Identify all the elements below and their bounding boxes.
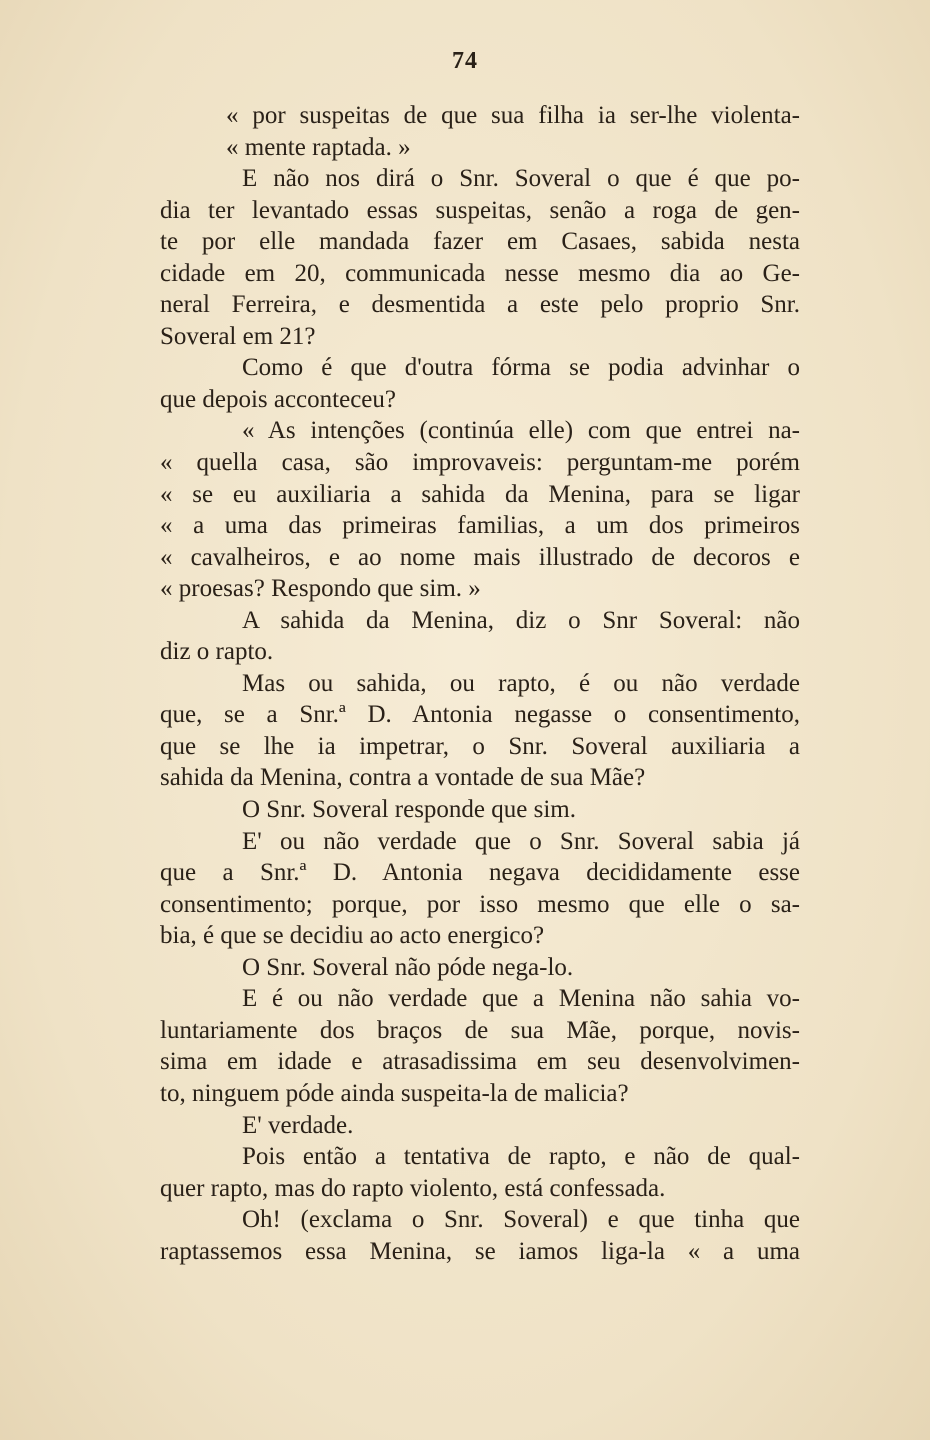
text-line: « se eu auxiliaria a sahida da Menina, para se ligar <box>160 480 800 508</box>
text-line: luntariamente dos braços de sua Mãe, porque, novis- <box>160 1016 800 1044</box>
text-line: A sahida da Menina, diz o Snr Soveral: não <box>242 606 800 634</box>
text-line: quer rapto, mas do rapto violento, está confessada. <box>160 1174 666 1202</box>
text-line: « As intenções (continúa elle) com que entrei na- <box>242 417 800 445</box>
text-line: que se lhe ia impetrar, o Snr. Soveral auxiliaria a <box>160 732 800 760</box>
text-line: O Snr. Soveral não póde nega-lo. <box>242 953 574 981</box>
text-line: Oh! (exclama o Snr. Soveral) e que tinha que <box>242 1206 800 1234</box>
text-line: Pois então a tentativa de rapto, e não de qual- <box>242 1143 800 1171</box>
text-line: dia ter levantado essas suspeitas, senão a roga de gen- <box>160 196 800 224</box>
text-line: O Snr. Soveral responde que sim. <box>242 796 576 824</box>
text-line: to, ninguem póde ainda suspeita-la de malicia? <box>160 1079 629 1107</box>
text-line: Como é que d'outra fórma se podia advinhar o <box>242 354 800 382</box>
text-line: sahida da Menina, contra a vontade de sua Mãe? <box>160 764 646 792</box>
text-line: E' verdade. <box>242 1111 354 1139</box>
text-line: Mas ou sahida, ou rapto, é ou não verdade <box>242 669 800 697</box>
text-line: neral Ferreira, e desmentida a este pelo proprio Snr. <box>160 291 800 319</box>
text-line: « mente raptada. » <box>226 133 411 161</box>
text-line: « por suspeitas de que sua filha ia ser-lhe violenta- <box>226 102 800 129</box>
text-line: te por elle mandada fazer em Casaes, sabida nesta <box>160 228 800 256</box>
text-line: E' ou não verdade que o Snr. Soveral sabia já <box>242 827 800 855</box>
text-line: « cavalheiros, e ao nome mais illustrado de decoros e <box>160 543 800 571</box>
text-line: sima em idade e atrasadissima em seu desenvolvimen- <box>160 1048 800 1076</box>
text-line: E é ou não verdade que a Menina não sahia vo- <box>242 985 800 1013</box>
text-line: cidade em 20, communicada nesse mesmo dia ao Ge- <box>160 259 800 287</box>
text-line: raptassemos essa Menina, se iamos liga-la « a uma <box>160 1237 800 1265</box>
text-line: bia, é que se decidiu ao acto energico? <box>160 922 545 950</box>
text-line: « quella casa, são improvaveis: perguntam-me porém <box>160 449 800 477</box>
text-line: Soveral em 21? <box>160 322 316 350</box>
text-line: « proesas? Respondo que sim. » <box>160 575 481 603</box>
text-line: diz o rapto. <box>160 638 274 666</box>
text-line: E não nos dirá o Snr. Soveral o que é que po- <box>242 165 800 193</box>
text-line: consentimento; porque, por isso mesmo que elle o sa- <box>160 890 800 918</box>
text-line: « a uma das primeiras familias, a um dos primeiros <box>160 512 800 540</box>
page-number: 74 <box>452 48 478 74</box>
body-text <box>160 100 800 1267</box>
text-line: que depois acconteceu? <box>160 385 396 413</box>
text-line: que, se a Snr.ª D. Antonia negasse o consentimento, <box>160 701 800 729</box>
text-line: que a Snr.ª D. Antonia negava decididamente esse <box>160 859 800 887</box>
